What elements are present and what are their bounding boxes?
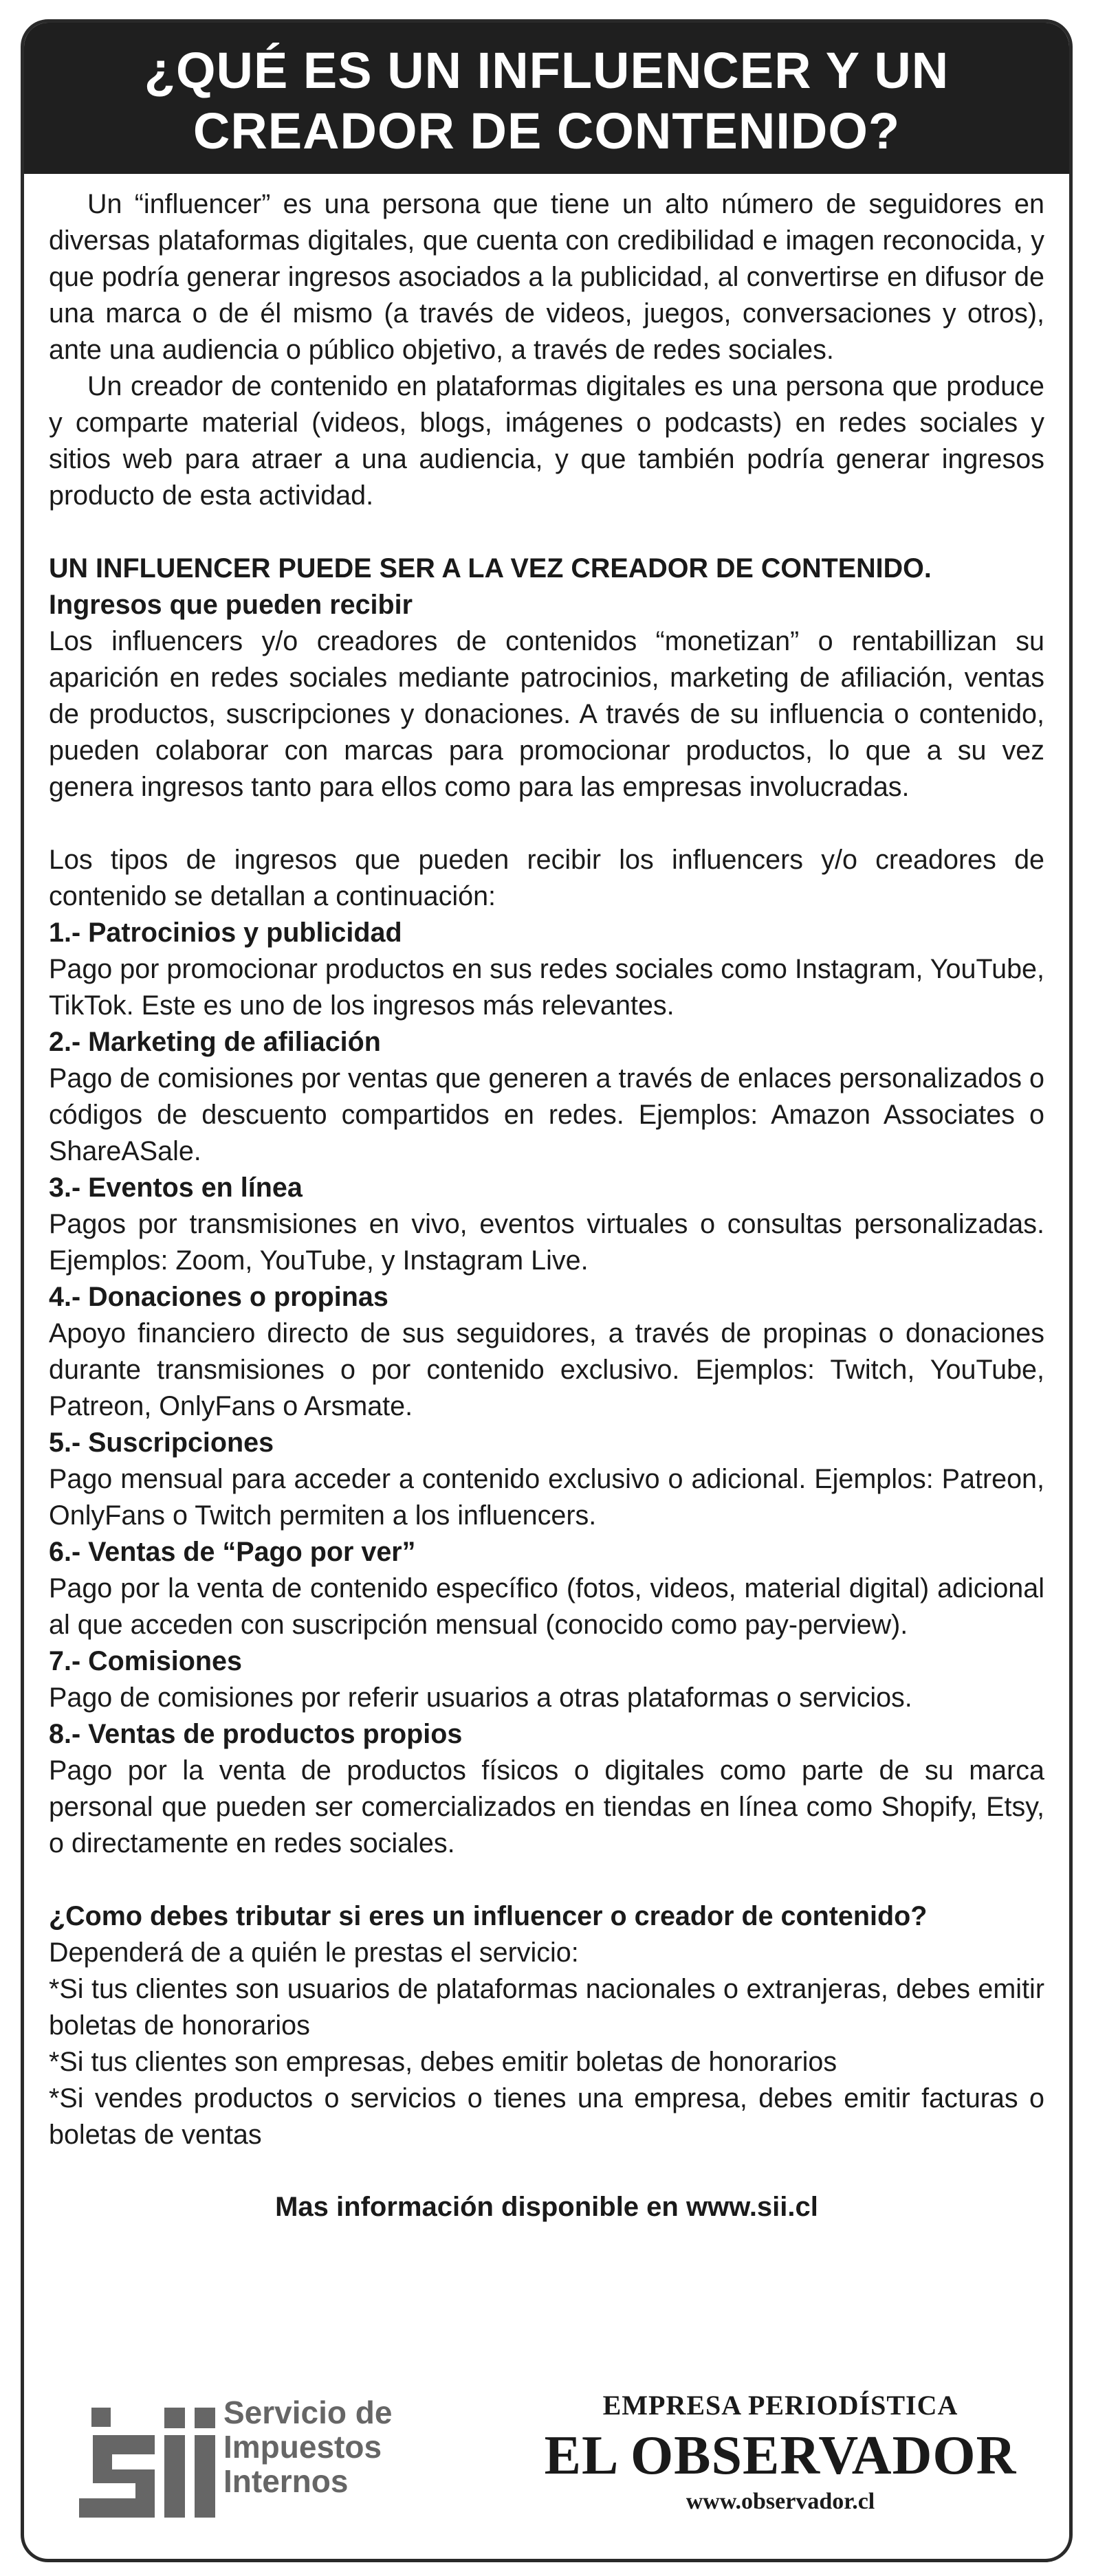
spacer	[49, 514, 1044, 551]
more-info-link[interactable]: Mas información disponible en www.sii.cl	[275, 2192, 818, 2222]
section-subheading: Ingresos que pueden recibir	[49, 590, 413, 620]
section-text: Los influencers y/o creadores de contenidos “monetizan” o rentabillizan su aparición en redes sociales mediante patrocinios, marketing de afiliación, ventas de productos, suscripciones y donaciones. A través de su influencia o contenido, pueden colaborar con marcas para promocionar productos, lo que a su vez genera ingresos tanto para ellos como para las empresas involucradas.	[49, 626, 1044, 802]
spacer	[49, 1862, 1044, 1898]
article-header	[24, 23, 1069, 174]
item-text-3: Pagos por transmisiones en vivo, eventos virtuales o consultas personalizadas. Ejemplos: Zoom, YouTube, y Instagram Live.	[49, 1209, 1044, 1276]
item-text-2: Pago de comisiones por ventas que generen a través de enlaces personalizados o códigos de descuento compartidos en redes. Ejemplos: Amazon Associates o ShareASale.	[49, 1063, 1044, 1166]
observador-url[interactable]: www.observador.cl	[686, 2489, 875, 2514]
item-title-5: 5.- Suscripciones	[49, 1428, 274, 1458]
item-text-5: Pago mensual para acceder a contenido exclusivo o adicional. Ejemplos: Patreon, OnlyFans o Twitch permiten a los influencers.	[49, 1464, 1044, 1531]
item-title-4: 4.- Donaciones o propinas	[49, 1282, 388, 1312]
tax-intro: Dependerá de a quién le prestas el servicio:	[49, 1937, 579, 1968]
observador-line-1: EMPRESA PERIODÍSTICA	[602, 2390, 958, 2421]
title-line-2: CREADOR DE CONTENIDO?	[193, 102, 901, 159]
tax-point-3: *Si vendes productos o servicios o tienes una empresa, debes emitir facturas o boletas de ventas	[49, 2083, 1044, 2150]
sii-line-1: Servicio de	[223, 2395, 393, 2430]
tax-point-1: *Si tus clientes son usuarios de plataformas nacionales o extranjeras, debes emitir boletas de honorarios	[49, 1974, 1044, 2041]
article-frame	[21, 19, 1073, 2562]
item-title-7: 7.- Comisiones	[49, 1646, 242, 1676]
item-text-4: Apoyo financiero directo de sus seguidores, a través de propinas o donaciones durante transmisiones o por contenido exclusivo. Ejemplos: Twitch, YouTube, Patreon, OnlyFans o Arsmate.	[49, 1318, 1044, 1421]
types-intro: Los tipos de ingresos que pueden recibir los influencers y/o creadores de contenido se detallan a continuación:	[49, 845, 1044, 911]
item-title-8: 8.- Ventas de productos propios	[49, 1719, 463, 1749]
sii-line-3: Internos	[223, 2463, 349, 2499]
sii-name	[223, 2395, 392, 2498]
observador-logo	[519, 2387, 1042, 2516]
item-text-7: Pago de comisiones por referir usuarios a otras plataformas o servicios.	[49, 1683, 912, 1713]
intro-paragraph-1: Un “influencer” es una persona que tiene un alto número de seguidores en diversas plataformas digitales, que cuenta con credibilidad e imagen reconocida, y que podría generar ingresos asociados a la publicidad, al convertirse en difusor de una marca o de él mismo (a través de videos, juegos, conversaciones y otros), ante una audiencia o público objetivo, a través de redes sociales.	[49, 189, 1044, 365]
intro-paragraph-2: Un creador de contenido en plataformas digitales es una persona que produce y comparte material (videos, blogs, imágenes o podcasts) en redes sociales y sitios web para atraer a una audiencia, y que también podría generar ingresos producto de esta actividad.	[49, 371, 1044, 511]
item-text-6: Pago por la venta de contenido específico (fotos, videos, material digital) adicional al que acceden con suscripción mensual (conocido como pay-perview).	[49, 1573, 1044, 1640]
tax-heading: ¿Como debes tributar si eres un influencer o creador de contenido?	[49, 1901, 928, 1931]
section-heading: UN INFLUENCER PUEDE SER A LA VEZ CREADOR DE CONTENIDO.	[49, 553, 932, 584]
item-title-2: 2.- Marketing de afiliación	[49, 1027, 381, 1057]
spacer	[49, 806, 1044, 842]
item-text-1: Pago por promocionar productos en sus redes sociales como Instagram, YouTube, TikTok. Este es uno de los ingresos más relevantes.	[49, 954, 1044, 1021]
sii-line-2: Impuestos	[223, 2429, 382, 2465]
footer	[24, 2360, 1069, 2559]
observador-line-2: EL OBSERVADOR	[544, 2425, 1017, 2486]
item-title-3: 3.- Eventos en línea	[49, 1173, 303, 1203]
article-body	[24, 174, 1069, 2225]
item-title-1: 1.- Patrocinios y publicidad	[49, 918, 402, 948]
item-text-8: Pago por la venta de productos físicos o digitales como parte de su marca personal que pueden ser comercializados en tiendas en línea como Shopify, Etsy, o directamente en redes sociales.	[49, 1755, 1044, 1858]
title-line-1: ¿QUÉ ES UN INFLUENCER Y UN	[144, 42, 950, 99]
item-title-6: 6.- Ventas de “Pago por ver”	[49, 1537, 416, 1567]
tax-point-2: *Si tus clientes son empresas, debes emitir boletas de honorarios	[49, 2047, 837, 2077]
